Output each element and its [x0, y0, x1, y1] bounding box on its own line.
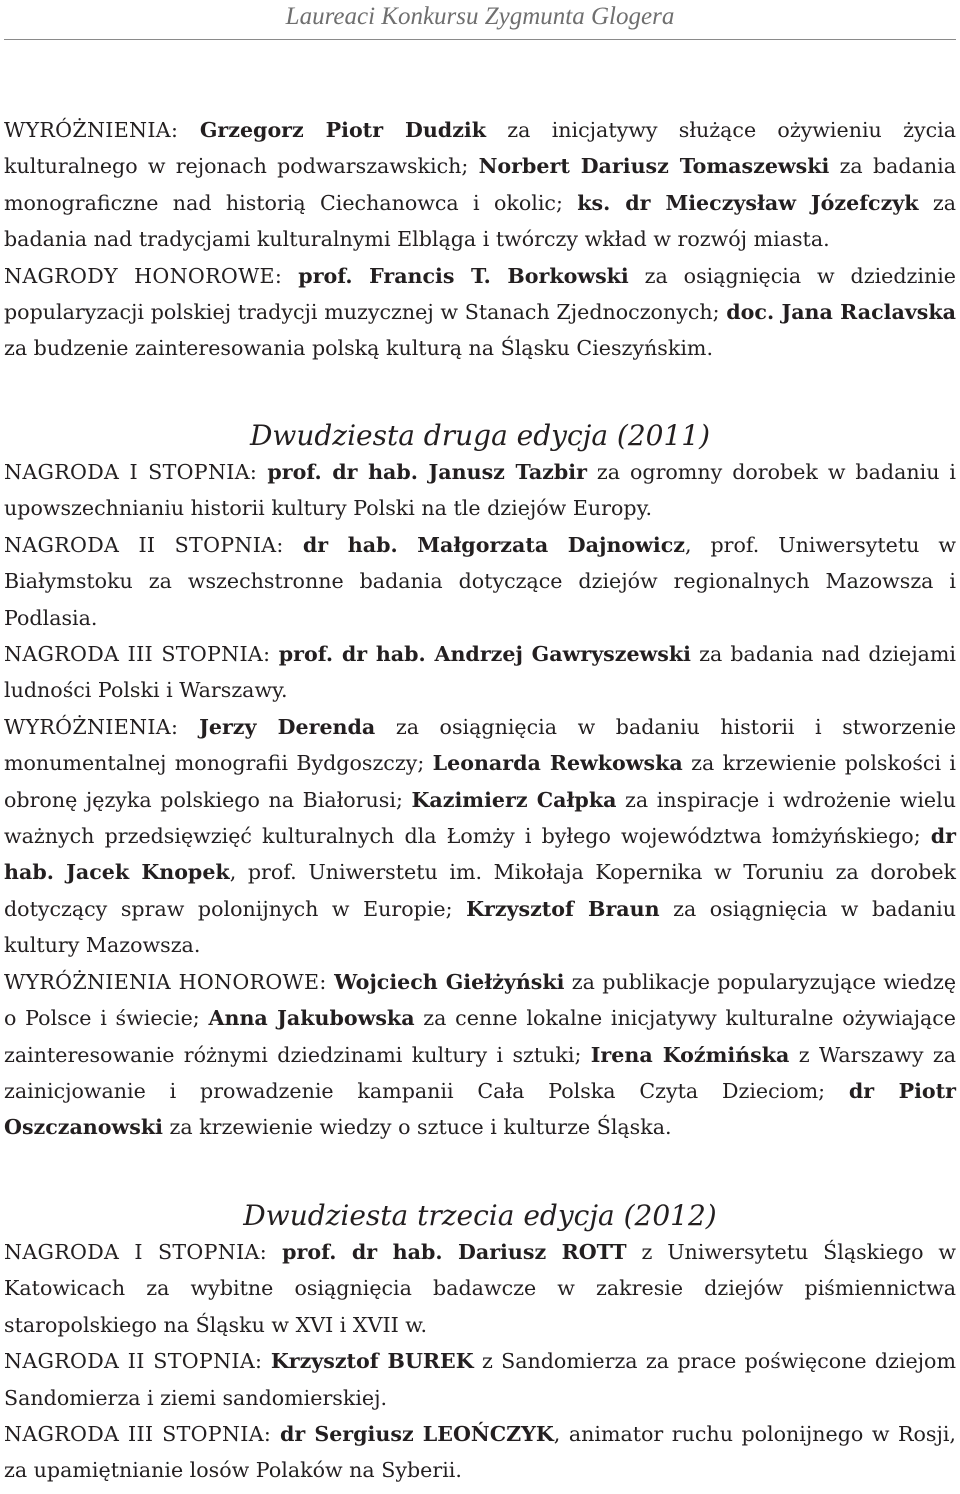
laureate-name: dr Piotr Oszczanowski — [4, 1078, 956, 1140]
intro-honorary-paragraph — [4, 258, 956, 367]
laureate-name: Wojciech Giełżyński — [334, 969, 565, 994]
award-reason: za badania monograficzne nad historią Ciechanowca i okolic; — [4, 154, 956, 215]
second-prize-paragraph — [4, 1343, 956, 1416]
third-prize-paragraph — [4, 636, 956, 709]
laureate-name: ks. dr Mieczysław Józefczyk — [577, 190, 919, 215]
laureate-name: Krzysztof Braun — [466, 896, 660, 921]
intro-distinctions-paragraph — [4, 112, 956, 258]
laureate-name: prof. dr hab. Andrzej Gawryszewski — [278, 642, 691, 667]
header-rule — [4, 39, 956, 40]
award-label: NAGRODA II STOPNIA: — [4, 1349, 271, 1374]
award-label: NAGRODA II STOPNIA: — [4, 532, 303, 557]
laureate-name: dr Sergiusz LEOŃCZYK — [279, 1422, 554, 1447]
intro-section — [4, 112, 956, 367]
honorary-distinctions-paragraph — [4, 964, 956, 1146]
laureate-name: Norbert Dariusz Tomaszewski — [478, 154, 830, 179]
laureate-name: doc. Jana Raclavska — [726, 300, 956, 325]
laureate-name: Jerzy Derenda — [199, 714, 376, 739]
award-reason: , prof. Uniwerstetu im. Mikołaja Kopernika w Toruniu za dorobek dotyczący spraw polonijnych w Europie; — [4, 860, 956, 921]
edition-heading: Dwudziesta trzecia edycja (2012) — [243, 1199, 717, 1232]
second-prize-paragraph — [4, 527, 956, 636]
laureate-name: dr hab. Małgorzata Dajnowicz — [302, 532, 685, 557]
award-reason: za inspiracje i wdrożenie wielu ważnych przedsięwzięć kulturalnych dla Łomży i byłego województwa łomżyńskiego; — [4, 787, 956, 849]
laureate-name: Anna Jakubowska — [208, 1006, 415, 1031]
laureate-name: Grzegorz Piotr Dudzik — [199, 118, 486, 142]
award-reason: za osiągnięcia w badaniu historii i stworzenie monumentalnej monografii Bydgoszczy; — [4, 714, 957, 776]
award-reason: za ogromny dorobek w badaniu i upowszechnianiu historii kultury Polski na tle dziejów Europy. — [4, 460, 957, 521]
award-label: NAGRODA III STOPNIA: — [4, 642, 279, 667]
award-label: NAGRODA III STOPNIA: — [4, 1422, 280, 1447]
award-reason: za osiągnięcia w badaniu kultury Mazowsza. — [4, 896, 956, 958]
award-reason: z Uniwersytetu Śląskiego w Katowicach za wybitne osiągnięcia badawcze w zakresie dziejów piśmiennictwa staropolskiego na Śląsku w XVI i XVII w. — [4, 1240, 957, 1337]
award-reason: , animator ruchu polonijnego w Rosji, za upamiętnianie losów Polaków na Syberii. — [4, 1422, 956, 1483]
award-label: WYRÓŻNIENIA HONOROWE: — [4, 969, 335, 994]
award-reason: za cenne lokalne inicjatywy kulturalne ożywiające zainteresowanie różnymi dziedzinami kultury i sztuki; — [4, 1006, 956, 1067]
running-header: Laureaci Konkursu Zygmunta Glogera — [285, 3, 675, 30]
award-label: NAGRODA I STOPNIA: — [4, 460, 268, 484]
award-reason: za badania nad tradycjami kulturalnymi Elbląga i twórczy wkład w rozwój miasta. — [4, 190, 956, 252]
laureate-name: Krzysztof BUREK — [270, 1349, 474, 1374]
award-label: WYRÓŻNIENIA: — [4, 118, 200, 142]
award-reason: za krzewienie polskości i obronę języka polskiego na Białorusi; — [4, 751, 956, 812]
award-reason: za budzenie zainteresowania polską kulturą na Śląsku Cieszyńskim. — [4, 336, 713, 361]
award-reason: z Warszawy za zainicjowanie i prowadzenie kampanii Cała Polska Czyta Dzieciom; — [4, 1042, 956, 1103]
laureate-name: prof. Francis T. Borkowski — [298, 263, 629, 288]
edition-heading: Dwudziesta druga edycja (2011) — [249, 419, 711, 452]
award-reason: za osiągnięcia w dziedzinie popularyzacji polskiej tradycji muzycznej w Stanach Zjednoczonych; — [4, 263, 956, 325]
award-label: WYRÓŻNIENIA: — [4, 714, 200, 739]
laureate-name: prof. dr hab. Janusz Tazbir — [267, 460, 587, 484]
laureate-name: prof. dr hab. Dariusz ROTT — [282, 1240, 627, 1264]
award-label: NAGRODA I STOPNIA: — [4, 1240, 283, 1264]
third-prize-paragraph — [4, 1416, 956, 1489]
laureate-name: dr hab. Jacek Knopek — [4, 824, 956, 885]
award-reason: za inicjatywy służące ożywieniu życia kulturalnego w rejonach podwarszawskich; — [4, 118, 956, 179]
first-prize-paragraph — [4, 454, 956, 527]
first-prize-paragraph — [4, 1234, 956, 1343]
edition-23-section — [4, 1198, 956, 1489]
award-reason: za publikacje popularyzujące wiedzę o Polsce i świecie; — [4, 969, 957, 1031]
distinctions-paragraph — [4, 709, 956, 964]
award-reason: za krzewienie wiedzy o sztuce i kulturze Śląska. — [162, 1115, 672, 1140]
award-reason: za badania nad dziejami ludności Polski i Warszawy. — [4, 642, 956, 703]
edition-22-section — [4, 418, 956, 1146]
laureate-name: Kazimierz Całpka — [411, 787, 617, 812]
laureate-name: Leonarda Rewkowska — [432, 751, 683, 776]
award-label: NAGRODY HONOROWE: — [4, 263, 299, 288]
award-reason: , prof. Uniwersytetu w Białymstoku za wszechstronne badania dotyczące dziejów regionalnych Mazowsza i Podlasia. — [4, 532, 956, 630]
award-reason: z Sandomierza za prace poświęcone dziejom Sandomierza i ziemi sandomierskiej. — [4, 1349, 956, 1410]
laureate-name: Irena Koźmińska — [590, 1042, 790, 1067]
